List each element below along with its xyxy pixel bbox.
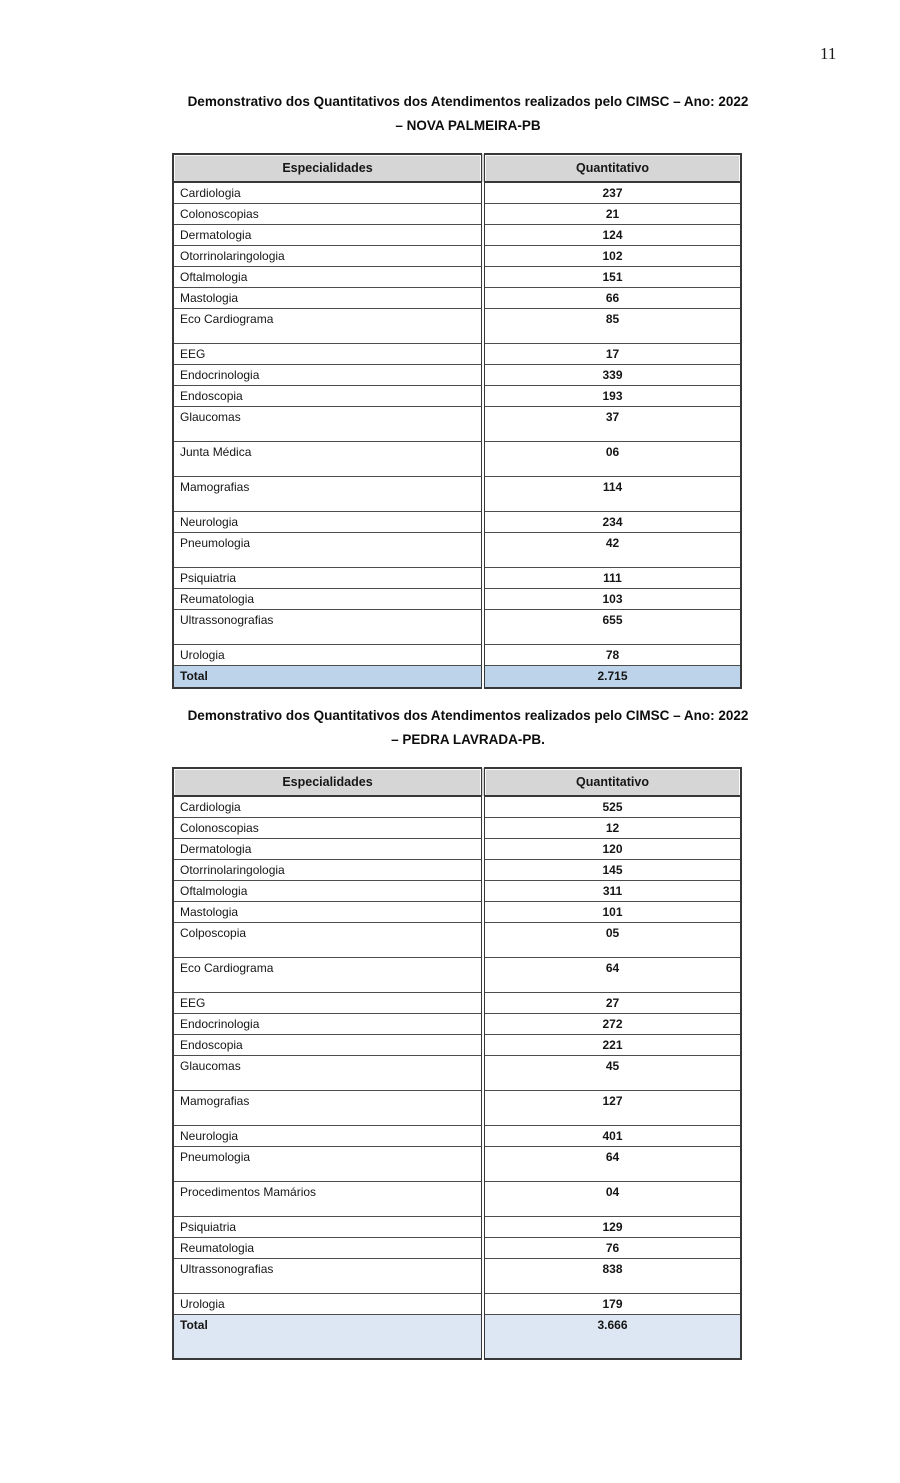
specialty-cell: Procedimentos Mamários bbox=[173, 1181, 483, 1216]
table-row bbox=[173, 182, 741, 203]
quantity-cell: 12 bbox=[483, 817, 741, 838]
quantity-cell: 42 bbox=[483, 532, 741, 567]
table-row bbox=[173, 1013, 741, 1034]
quantity-cell: 234 bbox=[483, 511, 741, 532]
quantity-cell: 151 bbox=[483, 266, 741, 287]
total-value-cell: 3.666 bbox=[483, 1314, 741, 1359]
quantity-cell: 66 bbox=[483, 287, 741, 308]
specialty-cell: Mamografias bbox=[173, 1090, 483, 1125]
specialty-cell: Glaucomas bbox=[173, 406, 483, 441]
quantity-cell: 85 bbox=[483, 308, 741, 343]
table-row bbox=[173, 992, 741, 1013]
quantity-cell: 193 bbox=[483, 385, 741, 406]
specialty-cell: Urologia bbox=[173, 1293, 483, 1314]
quantity-cell: 311 bbox=[483, 880, 741, 901]
table-row bbox=[173, 838, 741, 859]
quantity-cell: 76 bbox=[483, 1237, 741, 1258]
quantity-column-header: Quantitativo bbox=[483, 154, 741, 182]
table-row bbox=[173, 1216, 741, 1237]
specialty-cell: Colonoscopias bbox=[173, 817, 483, 838]
quantity-cell: 17 bbox=[483, 343, 741, 364]
table-row bbox=[173, 1237, 741, 1258]
table-row bbox=[173, 588, 741, 609]
table-row bbox=[173, 245, 741, 266]
specialty-cell: Otorrinolaringologia bbox=[173, 245, 483, 266]
quantity-cell: 64 bbox=[483, 957, 741, 992]
specialty-cell: Cardiologia bbox=[173, 796, 483, 817]
specialty-cell: Urologia bbox=[173, 644, 483, 665]
quantity-cell: 838 bbox=[483, 1258, 741, 1293]
table-row bbox=[173, 817, 741, 838]
attendance-table-pedra-lavrada bbox=[172, 767, 742, 1360]
quantity-cell: 111 bbox=[483, 567, 741, 588]
specialty-cell: Endoscopia bbox=[173, 385, 483, 406]
quantity-cell: 120 bbox=[483, 838, 741, 859]
table-row bbox=[173, 567, 741, 588]
specialty-cell: Endoscopia bbox=[173, 1034, 483, 1055]
quantity-cell: 78 bbox=[483, 644, 741, 665]
table-header-row bbox=[173, 768, 741, 796]
table-row bbox=[173, 957, 741, 992]
specialty-cell: Junta Médica bbox=[173, 441, 483, 476]
page-number: 11 bbox=[820, 44, 837, 63]
table-row bbox=[173, 922, 741, 957]
table2-title-line1: Demonstrativo dos Quantitativos dos Atendimentos realizados pelo CIMSC – Ano: 2022 bbox=[187, 708, 749, 723]
quantity-cell: 145 bbox=[483, 859, 741, 880]
specialty-cell: Pneumologia bbox=[173, 532, 483, 567]
quantity-cell: 06 bbox=[483, 441, 741, 476]
table-row bbox=[173, 880, 741, 901]
table-row bbox=[173, 343, 741, 364]
attendance-table-nova-palmeira bbox=[172, 153, 742, 689]
specialty-cell: Ultrassonografias bbox=[173, 609, 483, 644]
quantity-cell: 655 bbox=[483, 609, 741, 644]
specialty-cell: Eco Cardiograma bbox=[173, 957, 483, 992]
total-row bbox=[173, 1314, 741, 1359]
specialty-cell: Otorrinolaringologia bbox=[173, 859, 483, 880]
quantity-cell: 179 bbox=[483, 1293, 741, 1314]
quantity-cell: 221 bbox=[483, 1034, 741, 1055]
table-row bbox=[173, 406, 741, 441]
specialty-cell: Eco Cardiograma bbox=[173, 308, 483, 343]
table-row bbox=[173, 1181, 741, 1216]
total-row bbox=[173, 665, 741, 688]
total-value-cell: 2.715 bbox=[483, 665, 741, 688]
quantity-cell: 525 bbox=[483, 796, 741, 817]
quantity-cell: 21 bbox=[483, 203, 741, 224]
table2-title-line2: – PEDRA LAVRADA-PB. bbox=[391, 732, 545, 747]
table-row bbox=[173, 224, 741, 245]
quantity-cell: 114 bbox=[483, 476, 741, 511]
table1-title-line1: Demonstrativo dos Quantitativos dos Atendimentos realizados pelo CIMSC – Ano: 2022 bbox=[187, 94, 749, 109]
specialty-cell: Cardiologia bbox=[173, 182, 483, 203]
table-row bbox=[173, 364, 741, 385]
table-row bbox=[173, 385, 741, 406]
table-row bbox=[173, 308, 741, 343]
total-label-cell: Total bbox=[173, 665, 483, 688]
specialty-cell: Neurologia bbox=[173, 511, 483, 532]
specialty-cell: Psiquiatria bbox=[173, 567, 483, 588]
specialty-cell: Reumatologia bbox=[173, 588, 483, 609]
table-row bbox=[173, 901, 741, 922]
specialties-column-header: Especialidades bbox=[173, 154, 483, 182]
specialty-cell: Endocrinologia bbox=[173, 364, 483, 385]
table-row bbox=[173, 644, 741, 665]
specialty-cell: Colonoscopias bbox=[173, 203, 483, 224]
quantity-cell: 45 bbox=[483, 1055, 741, 1090]
table-row bbox=[173, 441, 741, 476]
specialty-cell: Colposcopia bbox=[173, 922, 483, 957]
table-row bbox=[173, 1258, 741, 1293]
specialty-cell: Mastologia bbox=[173, 287, 483, 308]
table-row bbox=[173, 1055, 741, 1090]
table-row bbox=[173, 1090, 741, 1125]
table-row bbox=[173, 511, 741, 532]
quantity-cell: 37 bbox=[483, 406, 741, 441]
specialty-cell: EEG bbox=[173, 992, 483, 1013]
specialty-cell: Oftalmologia bbox=[173, 880, 483, 901]
specialty-cell: Dermatologia bbox=[173, 224, 483, 245]
specialty-cell: Neurologia bbox=[173, 1125, 483, 1146]
table-row bbox=[173, 266, 741, 287]
quantity-cell: 64 bbox=[483, 1146, 741, 1181]
table1-title bbox=[36, 90, 900, 138]
specialty-cell: Dermatologia bbox=[173, 838, 483, 859]
table2-title bbox=[36, 704, 900, 752]
specialty-cell: Mastologia bbox=[173, 901, 483, 922]
specialty-cell: EEG bbox=[173, 343, 483, 364]
table-row bbox=[173, 532, 741, 567]
table-row bbox=[173, 1034, 741, 1055]
quantity-cell: 102 bbox=[483, 245, 741, 266]
quantity-column-header: Quantitativo bbox=[483, 768, 741, 796]
specialty-cell: Ultrassonografias bbox=[173, 1258, 483, 1293]
table-row bbox=[173, 1146, 741, 1181]
quantity-cell: 124 bbox=[483, 224, 741, 245]
quantity-cell: 101 bbox=[483, 901, 741, 922]
table-row bbox=[173, 796, 741, 817]
quantity-cell: 129 bbox=[483, 1216, 741, 1237]
specialty-cell: Pneumologia bbox=[173, 1146, 483, 1181]
table-row bbox=[173, 1293, 741, 1314]
table-row bbox=[173, 859, 741, 880]
quantity-cell: 103 bbox=[483, 588, 741, 609]
quantity-cell: 272 bbox=[483, 1013, 741, 1034]
specialty-cell: Psiquiatria bbox=[173, 1216, 483, 1237]
specialty-cell: Reumatologia bbox=[173, 1237, 483, 1258]
table-header-row bbox=[173, 154, 741, 182]
quantity-cell: 27 bbox=[483, 992, 741, 1013]
quantity-cell: 127 bbox=[483, 1090, 741, 1125]
table-row bbox=[173, 1125, 741, 1146]
quantity-cell: 237 bbox=[483, 182, 741, 203]
table1-title-line2: – NOVA PALMEIRA-PB bbox=[395, 118, 541, 133]
table-row bbox=[173, 287, 741, 308]
specialty-cell: Oftalmologia bbox=[173, 266, 483, 287]
table-row bbox=[173, 203, 741, 224]
specialty-cell: Glaucomas bbox=[173, 1055, 483, 1090]
specialty-cell: Endocrinologia bbox=[173, 1013, 483, 1034]
specialties-column-header: Especialidades bbox=[173, 768, 483, 796]
total-label-cell: Total bbox=[173, 1314, 483, 1359]
quantity-cell: 339 bbox=[483, 364, 741, 385]
table-row bbox=[173, 476, 741, 511]
table-row bbox=[173, 609, 741, 644]
quantity-cell: 05 bbox=[483, 922, 741, 957]
specialty-cell: Mamografias bbox=[173, 476, 483, 511]
quantity-cell: 04 bbox=[483, 1181, 741, 1216]
quantity-cell: 401 bbox=[483, 1125, 741, 1146]
